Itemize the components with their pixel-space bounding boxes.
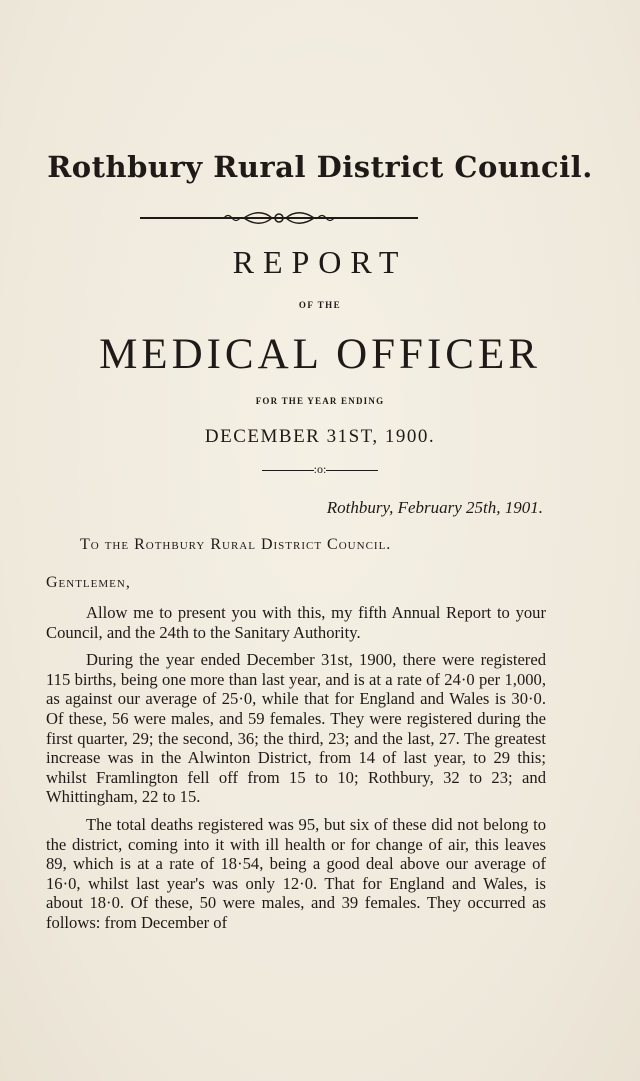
paragraph-deaths: The total deaths registered was 95, but six of these did not belong to the district, coming into it with ill health or for change of air, this leaves 89, which is at a rate of 18·54, being a good deal above our average of 16·0, whilst last year's was only 12·0. That for England and Wales, is about 18·0. Of these, 50 were males, and 39 females. They occurred as follows: from December of (46, 814, 546, 932)
council-title: Rothbury Rural District Council. (47, 150, 593, 184)
for-year-label: FOR THE YEAR ENDING (255, 396, 385, 406)
section-divider (0, 462, 640, 477)
place-and-date: Rothbury, February 25th, 1901. (326, 498, 543, 517)
of-the-label: OF THE (298, 300, 342, 310)
divider-line-left (262, 470, 314, 471)
medical-officer-heading: MEDICAL OFFICER (99, 331, 541, 378)
paragraph-births: During the year ended December 31st, 1900, there were registered 115 births, being one more than last year, and is at a rate of 24·0 per 1,000, as against our average of 25·0, while that for England and Wales is 30·0. Of these, 56 were males, and 59 females. They were registered during the first quarter, 29; the second, 36; the third, 23; and the last, 27. The greatest increase was in the Alwinton District, from 14 of last year, to 29 this; whilst Framlington fell off from 15 to 10; Rothbury, 32 to 23; and Whittingham, 22 to 15. (46, 650, 546, 807)
ornamental-rule (140, 209, 418, 227)
paragraph-intro: Allow me to present you with this, my fifth Annual Report to your Council, and the 24th to the Sanitary Authority. (46, 603, 546, 642)
report-heading: REPORT (232, 244, 408, 280)
report-date: DECEMBER 31ST, 1900. (204, 426, 436, 447)
salutation: To the Rothbury Rural District Council. (80, 536, 392, 553)
divider-mark: :o: (313, 462, 327, 476)
greeting: Gentlemen, (46, 574, 131, 591)
letter-body (46, 603, 546, 941)
divider-line-right (326, 470, 378, 471)
